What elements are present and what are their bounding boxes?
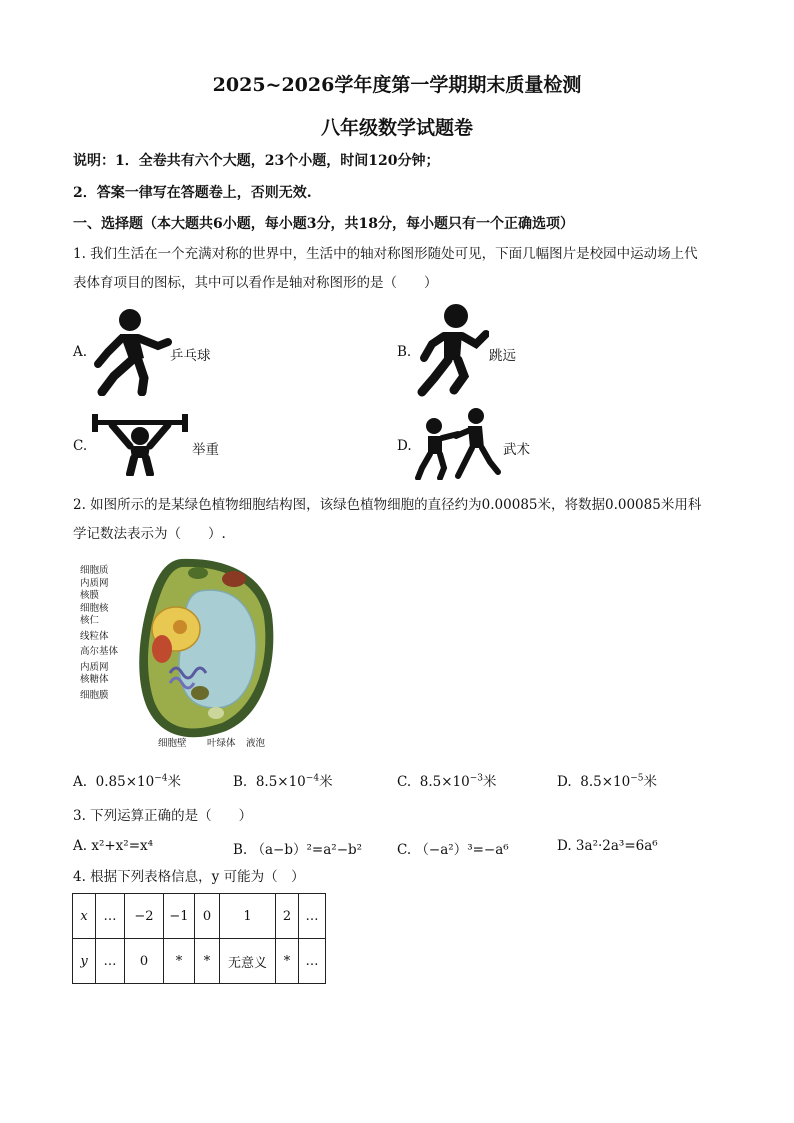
cell-label: 叶绿体 <box>207 738 236 749</box>
cell-label: 线粒体 <box>80 630 109 642</box>
cell-label: 核仁 <box>80 615 100 626</box>
table-row-y <box>73 939 326 984</box>
cell-label: 细胞核 <box>80 602 109 614</box>
question-1-text-line-2: 表体育项目的图标，其中可以看作是轴对称图形的是（ ） <box>73 275 438 291</box>
table-cell: x <box>73 894 96 939</box>
q2-option-a[interactable]: A. $0.85\times 10^{-4}$米 <box>73 773 181 790</box>
weightlifting-figure-icon <box>90 412 190 476</box>
table-cell: * <box>164 939 195 984</box>
cell-label: 细胞质 <box>80 565 109 576</box>
q3-option-d[interactable]: D. 3a²·2a³=6a⁶ <box>557 838 658 854</box>
q1-option-a-letter[interactable]: A. <box>73 344 88 360</box>
question-1-text-line-1: 1. 我们生活在一个充满对称的世界中，生活中的轴对称图形随处可见，下面几幅图片是校园中运动场上代 <box>73 246 698 262</box>
q1-option-a-label: 乒乓球 <box>170 348 211 364</box>
q1-option-b-label: 跳远 <box>489 348 516 364</box>
q3-option-c[interactable]: C. （−a²）³=−a⁶ <box>397 842 509 858</box>
table-cell: * <box>276 939 299 984</box>
page-subtitle: 八年级数学试题卷 <box>320 117 473 139</box>
pingpong-figure-icon <box>92 306 172 396</box>
martial-arts-figure-icon <box>414 406 504 480</box>
instruction-line-1: 说明：1．全卷共有六个大题，23个小题，时间120分钟； <box>73 153 440 169</box>
long-jump-figure-icon <box>414 302 489 398</box>
question-3-text: 3. 下列运算正确的是（ ） <box>73 808 253 824</box>
q1-option-d-label: 武术 <box>503 442 530 458</box>
question-2-text-line-2: 学记数法表示为（ ）. <box>73 526 226 542</box>
q2-option-c[interactable]: C. $8.5\times 10^{-3}$米 <box>397 773 497 790</box>
table-cell: 无意义 <box>220 939 276 984</box>
question-2-text-line-1: 2. 如图所示的是某绿色植物细胞结构图，该绿色植物细胞的直径约为0.00085米，将数据0.00085米用科 <box>73 497 702 513</box>
table-cell: … <box>299 894 326 939</box>
q1-option-b-letter[interactable]: B. <box>397 344 412 360</box>
xy-value-table <box>72 893 326 984</box>
cell-label: 高尔基体 <box>80 646 119 657</box>
q2-option-d[interactable]: D. $8.5\times 10^{-5}$米 <box>557 773 657 790</box>
cell-label: 核糖体 <box>80 674 109 685</box>
table-cell: 1 <box>220 894 276 939</box>
q3-option-a[interactable]: A. x²+x²=x⁴ <box>73 838 154 854</box>
table-cell: y <box>73 939 96 984</box>
table-cell: −1 <box>164 894 195 939</box>
q3-option-b[interactable]: B. （a−b）²=a²−b² <box>233 842 363 858</box>
cell-label: 细胞膜 <box>80 689 109 701</box>
q2-option-b[interactable]: B. $8.5\times 10^{-4}$米 <box>233 773 333 790</box>
q1-option-d-letter[interactable]: D. <box>397 438 412 454</box>
section-heading: 一、选择题（本大题共6小题，每小题3分，共18分，每小题只有一个正确选项） <box>73 216 574 232</box>
table-cell: … <box>96 894 125 939</box>
table-cell: 0 <box>125 939 164 984</box>
cell-label: 内质网 <box>80 661 109 673</box>
question-4-text: 4. 根据下列表格信息，y 可能为（ ） <box>73 869 305 885</box>
table-row-x <box>73 894 326 939</box>
table-cell: … <box>299 939 326 984</box>
instruction-line-2: 2．答案一律写在答题卷上，否则无效. <box>73 185 312 201</box>
cell-label: 细胞壁 <box>158 738 187 749</box>
cell-label: 液泡 <box>246 738 266 749</box>
cell-label: 核膜 <box>80 590 100 601</box>
q1-option-c-letter[interactable]: C. <box>73 438 88 454</box>
table-cell: … <box>96 939 125 984</box>
cell-label: 内质网 <box>80 577 109 589</box>
plant-cell-figure <box>76 555 276 750</box>
page-title: 2025~2026学年度第一学期期末质量检测 <box>212 74 582 96</box>
table-cell: 2 <box>276 894 299 939</box>
q1-option-c-label: 举重 <box>192 442 219 458</box>
table-cell: * <box>195 939 220 984</box>
table-cell: −2 <box>125 894 164 939</box>
table-cell: 0 <box>195 894 220 939</box>
